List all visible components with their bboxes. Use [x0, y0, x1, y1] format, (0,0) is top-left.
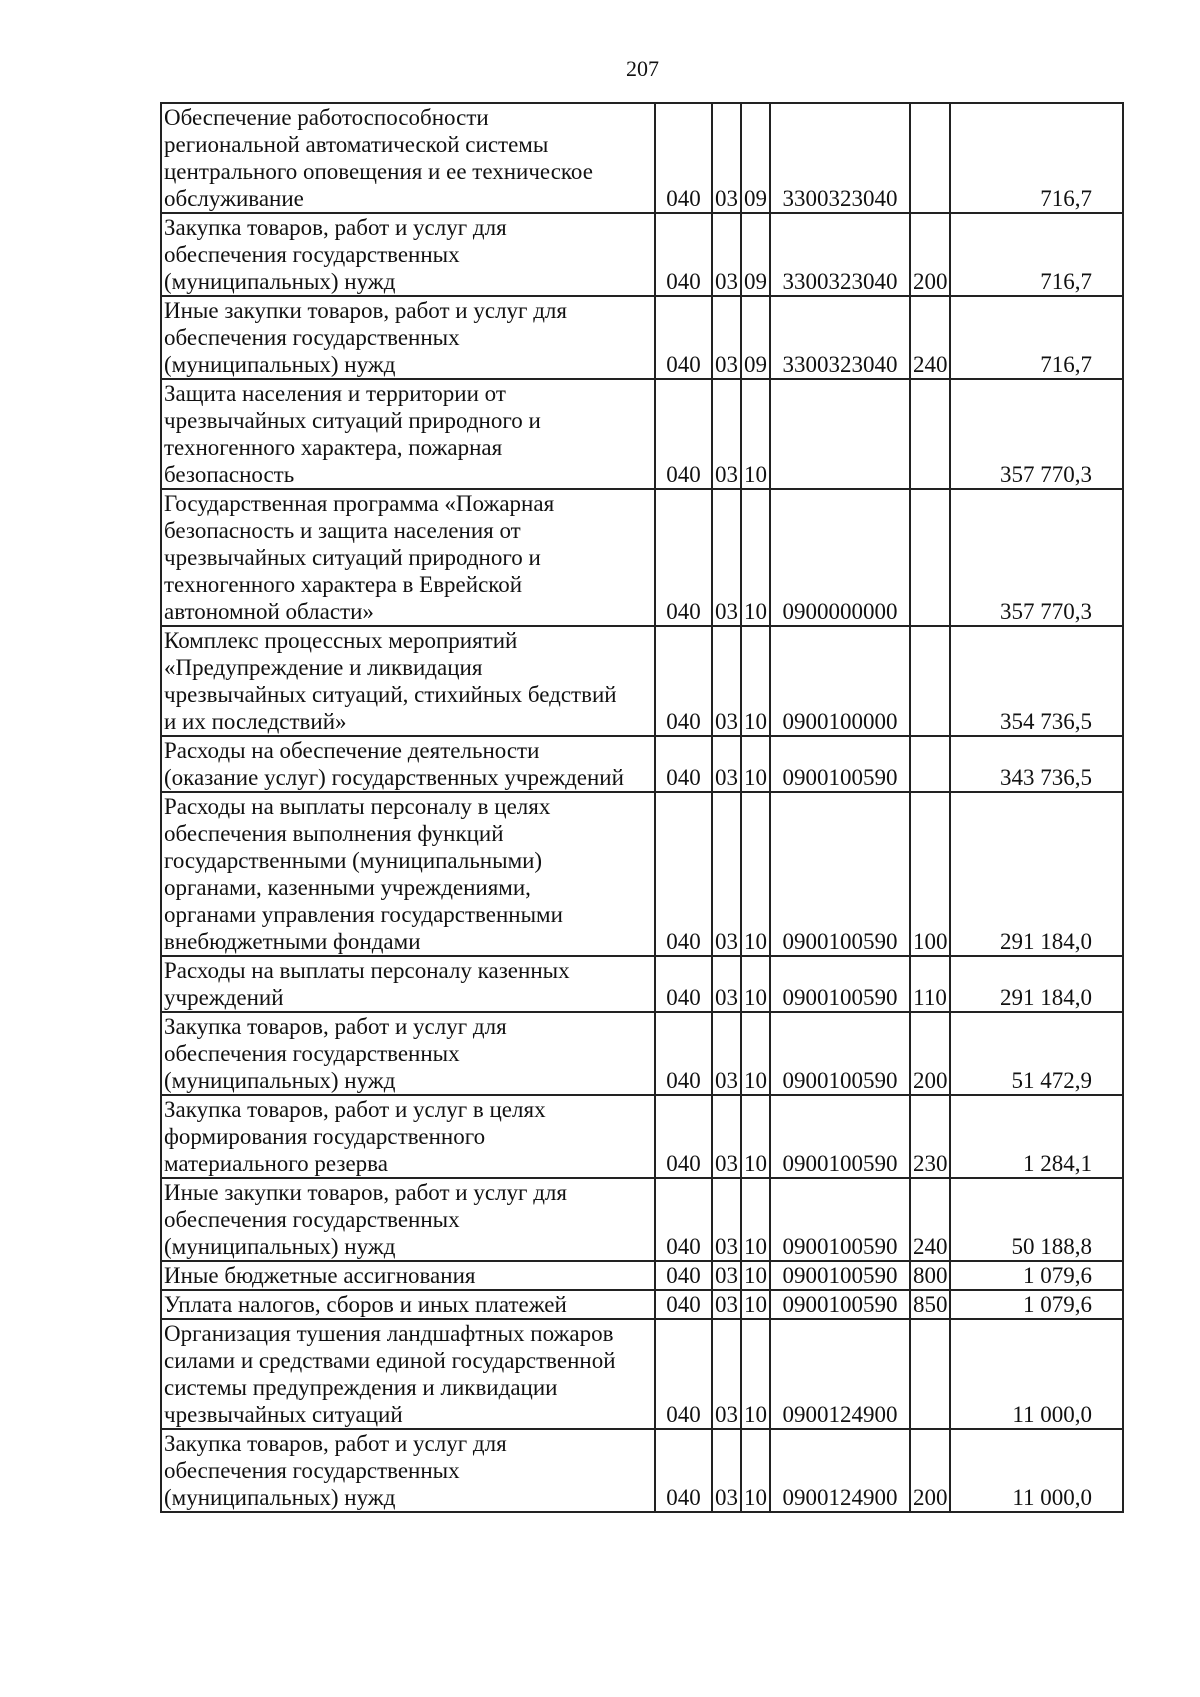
amount-cell: 357 770,3	[950, 489, 1123, 626]
section-code-cell: 03	[712, 1178, 741, 1261]
budget-table	[160, 102, 1124, 1513]
item-name-cell	[161, 1429, 655, 1512]
ministry-code-cell: 040	[655, 1290, 712, 1319]
item-name-cell	[161, 1290, 655, 1319]
target-item-cell: 0900100590	[770, 956, 910, 1012]
section-code-cell: 03	[712, 1012, 741, 1095]
expense-type-cell: 230	[910, 1095, 950, 1178]
item-name-cell	[161, 792, 655, 956]
ministry-code-cell: 040	[655, 1319, 712, 1429]
target-item-cell: 0900100000	[770, 626, 910, 736]
target-item-cell	[770, 379, 910, 489]
target-item-cell: 0900100590	[770, 1290, 910, 1319]
item-name-line: техногенного характера в Еврейской	[164, 572, 523, 597]
subsection-code-cell: 09	[741, 296, 770, 379]
subsection-code-cell: 10	[741, 1319, 770, 1429]
item-name-line: обеспечения государственных	[164, 325, 460, 350]
item-name-line: силами и средствами единой государственной	[164, 1348, 616, 1373]
item-name-line: Закупка товаров, работ и услуг для	[164, 1431, 507, 1456]
item-name-line: обеспечения государственных	[164, 1207, 460, 1232]
target-item-cell: 0900100590	[770, 1095, 910, 1178]
budget-table-body	[161, 103, 1123, 1512]
item-name-line: Расходы на обеспечение деятельности	[164, 738, 540, 763]
ministry-code-cell: 040	[655, 489, 712, 626]
target-item-cell: 3300323040	[770, 213, 910, 296]
amount-cell: 11 000,0	[950, 1429, 1123, 1512]
table-row	[161, 1290, 1123, 1319]
item-name-line: учреждений	[164, 985, 284, 1010]
table-row	[161, 296, 1123, 379]
item-name-line: центрального оповещения и ее техническое	[164, 159, 593, 184]
section-code-cell: 03	[712, 1261, 741, 1290]
ministry-code-cell: 040	[655, 956, 712, 1012]
item-name-line: и их последствий»	[164, 709, 347, 734]
ministry-code-cell: 040	[655, 626, 712, 736]
target-item-cell: 0900100590	[770, 736, 910, 792]
subsection-code-cell: 09	[741, 103, 770, 213]
ministry-code-cell: 040	[655, 792, 712, 956]
item-name-line: Иные закупки товаров, работ и услуг для	[164, 1180, 567, 1205]
subsection-code-cell: 10	[741, 1261, 770, 1290]
item-name-line: чрезвычайных ситуаций, стихийных бедствий	[164, 682, 617, 707]
item-name-line: техногенного характера, пожарная	[164, 435, 503, 460]
subsection-code-cell: 10	[741, 626, 770, 736]
item-name-line: Расходы на выплаты персоналу в целях	[164, 794, 551, 819]
amount-cell: 51 472,9	[950, 1012, 1123, 1095]
target-item-cell: 0900100590	[770, 1261, 910, 1290]
expense-type-cell: 850	[910, 1290, 950, 1319]
item-name-cell	[161, 379, 655, 489]
table-row	[161, 379, 1123, 489]
section-code-cell: 03	[712, 1095, 741, 1178]
amount-cell: 354 736,5	[950, 626, 1123, 736]
table-row	[161, 1429, 1123, 1512]
table-row	[161, 1261, 1123, 1290]
target-item-cell: 0900100590	[770, 1012, 910, 1095]
item-name-line: (муниципальных) нужд	[164, 1485, 396, 1510]
item-name-line: «Предупреждение и ликвидация	[164, 655, 483, 680]
item-name-line: Иные закупки товаров, работ и услуг для	[164, 298, 567, 323]
subsection-code-cell: 10	[741, 1429, 770, 1512]
amount-cell: 343 736,5	[950, 736, 1123, 792]
subsection-code-cell: 10	[741, 1178, 770, 1261]
item-name-line: Комплекс процессных мероприятий	[164, 628, 518, 653]
page-number: 207	[626, 56, 659, 81]
item-name-line: безопасность	[164, 462, 295, 487]
section-code-cell: 03	[712, 626, 741, 736]
item-name-cell	[161, 103, 655, 213]
table-row	[161, 626, 1123, 736]
item-name-cell	[161, 956, 655, 1012]
expense-type-cell	[910, 1319, 950, 1429]
target-item-cell: 0900100590	[770, 1178, 910, 1261]
subsection-code-cell: 10	[741, 379, 770, 489]
subsection-code-cell: 10	[741, 1095, 770, 1178]
target-item-cell: 0900124900	[770, 1429, 910, 1512]
item-name-line: внебюджетными фондами	[164, 929, 421, 954]
item-name-cell	[161, 1095, 655, 1178]
item-name-line: автономной области»	[164, 599, 374, 624]
amount-cell: 50 188,8	[950, 1178, 1123, 1261]
subsection-code-cell: 10	[741, 736, 770, 792]
expense-type-cell: 200	[910, 1429, 950, 1512]
amount-cell: 357 770,3	[950, 379, 1123, 489]
item-name-line: Закупка товаров, работ и услуг для	[164, 215, 507, 240]
ministry-code-cell: 040	[655, 213, 712, 296]
section-code-cell: 03	[712, 379, 741, 489]
item-name-line: обслуживание	[164, 186, 304, 211]
item-name-line: чрезвычайных ситуаций природного и	[164, 408, 541, 433]
subsection-code-cell: 10	[741, 489, 770, 626]
amount-cell: 1 284,1	[950, 1095, 1123, 1178]
ministry-code-cell: 040	[655, 736, 712, 792]
amount-cell: 291 184,0	[950, 792, 1123, 956]
item-name-line: органами управления государственными	[164, 902, 563, 927]
target-item-cell: 0900100590	[770, 792, 910, 956]
table-row	[161, 489, 1123, 626]
item-name-line: органами, казенными учреждениями,	[164, 875, 531, 900]
ministry-code-cell: 040	[655, 103, 712, 213]
item-name-cell	[161, 1261, 655, 1290]
section-code-cell: 03	[712, 1429, 741, 1512]
ministry-code-cell: 040	[655, 1178, 712, 1261]
item-name-cell	[161, 626, 655, 736]
table-row	[161, 736, 1123, 792]
section-code-cell: 03	[712, 103, 741, 213]
table-row	[161, 1012, 1123, 1095]
amount-cell: 716,7	[950, 296, 1123, 379]
item-name-line: Государственная программа «Пожарная	[164, 491, 555, 516]
section-code-cell: 03	[712, 736, 741, 792]
ministry-code-cell: 040	[655, 1429, 712, 1512]
item-name-line: безопасность и защита населения от	[164, 518, 521, 543]
amount-cell: 716,7	[950, 103, 1123, 213]
ministry-code-cell: 040	[655, 296, 712, 379]
expense-type-cell: 800	[910, 1261, 950, 1290]
table-row	[161, 1095, 1123, 1178]
item-name-line: чрезвычайных ситуаций	[164, 1402, 403, 1427]
item-name-line: Уплата налогов, сборов и иных платежей	[164, 1292, 567, 1317]
item-name-line: Расходы на выплаты персоналу казенных	[164, 958, 570, 983]
item-name-line: Иные бюджетные ассигнования	[164, 1263, 476, 1288]
table-row	[161, 103, 1123, 213]
target-item-cell: 0900000000	[770, 489, 910, 626]
table-row	[161, 956, 1123, 1012]
amount-cell: 291 184,0	[950, 956, 1123, 1012]
expense-type-cell	[910, 626, 950, 736]
item-name-line: (муниципальных) нужд	[164, 352, 396, 377]
item-name-line: Закупка товаров, работ и услуг в целях	[164, 1097, 546, 1122]
item-name-line: (муниципальных) нужд	[164, 1234, 396, 1259]
subsection-code-cell: 10	[741, 1012, 770, 1095]
item-name-line: чрезвычайных ситуаций природного и	[164, 545, 541, 570]
item-name-line: региональной автоматической системы	[164, 132, 549, 157]
item-name-line: Защита населения и территории от	[164, 381, 506, 406]
ministry-code-cell: 040	[655, 379, 712, 489]
section-code-cell: 03	[712, 1290, 741, 1319]
expense-type-cell	[910, 103, 950, 213]
table-row	[161, 1178, 1123, 1261]
subsection-code-cell: 10	[741, 1290, 770, 1319]
item-name-cell	[161, 1178, 655, 1261]
item-name-line: формирования государственного	[164, 1124, 486, 1149]
subsection-code-cell: 10	[741, 792, 770, 956]
expense-type-cell: 100	[910, 792, 950, 956]
item-name-line: государственными (муниципальными)	[164, 848, 543, 873]
item-name-cell	[161, 1319, 655, 1429]
section-code-cell: 03	[712, 489, 741, 626]
item-name-cell	[161, 1012, 655, 1095]
expense-type-cell: 200	[910, 1012, 950, 1095]
section-code-cell: 03	[712, 956, 741, 1012]
table-row	[161, 792, 1123, 956]
ministry-code-cell: 040	[655, 1012, 712, 1095]
item-name-cell	[161, 736, 655, 792]
item-name-line: системы предупреждения и ликвидации	[164, 1375, 558, 1400]
item-name-line: обеспечения государственных	[164, 242, 460, 267]
expense-type-cell: 240	[910, 296, 950, 379]
expense-type-cell	[910, 379, 950, 489]
item-name-line: Организация тушения ландшафтных пожаров	[164, 1321, 614, 1346]
expense-type-cell	[910, 489, 950, 626]
section-code-cell: 03	[712, 1319, 741, 1429]
item-name-line: обеспечения государственных	[164, 1458, 460, 1483]
ministry-code-cell: 040	[655, 1261, 712, 1290]
section-code-cell: 03	[712, 213, 741, 296]
item-name-cell	[161, 296, 655, 379]
target-item-cell: 3300323040	[770, 296, 910, 379]
expense-type-cell: 110	[910, 956, 950, 1012]
item-name-line: обеспечения государственных	[164, 1041, 460, 1066]
section-code-cell: 03	[712, 296, 741, 379]
section-code-cell: 03	[712, 792, 741, 956]
item-name-cell	[161, 213, 655, 296]
amount-cell: 11 000,0	[950, 1319, 1123, 1429]
expense-type-cell: 240	[910, 1178, 950, 1261]
amount-cell: 1 079,6	[950, 1261, 1123, 1290]
item-name-line: Закупка товаров, работ и услуг для	[164, 1014, 507, 1039]
amount-cell: 716,7	[950, 213, 1123, 296]
item-name-line: (муниципальных) нужд	[164, 1068, 396, 1093]
item-name-cell	[161, 489, 655, 626]
table-row	[161, 213, 1123, 296]
amount-cell: 1 079,6	[950, 1290, 1123, 1319]
table-row	[161, 1319, 1123, 1429]
expense-type-cell: 200	[910, 213, 950, 296]
item-name-line: (оказание услуг) государственных учреждений	[164, 765, 624, 790]
item-name-line: материального резерва	[164, 1151, 388, 1176]
item-name-line: (муниципальных) нужд	[164, 269, 396, 294]
expense-type-cell	[910, 736, 950, 792]
subsection-code-cell: 09	[741, 213, 770, 296]
subsection-code-cell: 10	[741, 956, 770, 1012]
item-name-line: обеспечения выполнения функций	[164, 821, 504, 846]
target-item-cell: 0900124900	[770, 1319, 910, 1429]
ministry-code-cell: 040	[655, 1095, 712, 1178]
item-name-line: Обеспечение работоспособности	[164, 105, 489, 130]
target-item-cell: 3300323040	[770, 103, 910, 213]
